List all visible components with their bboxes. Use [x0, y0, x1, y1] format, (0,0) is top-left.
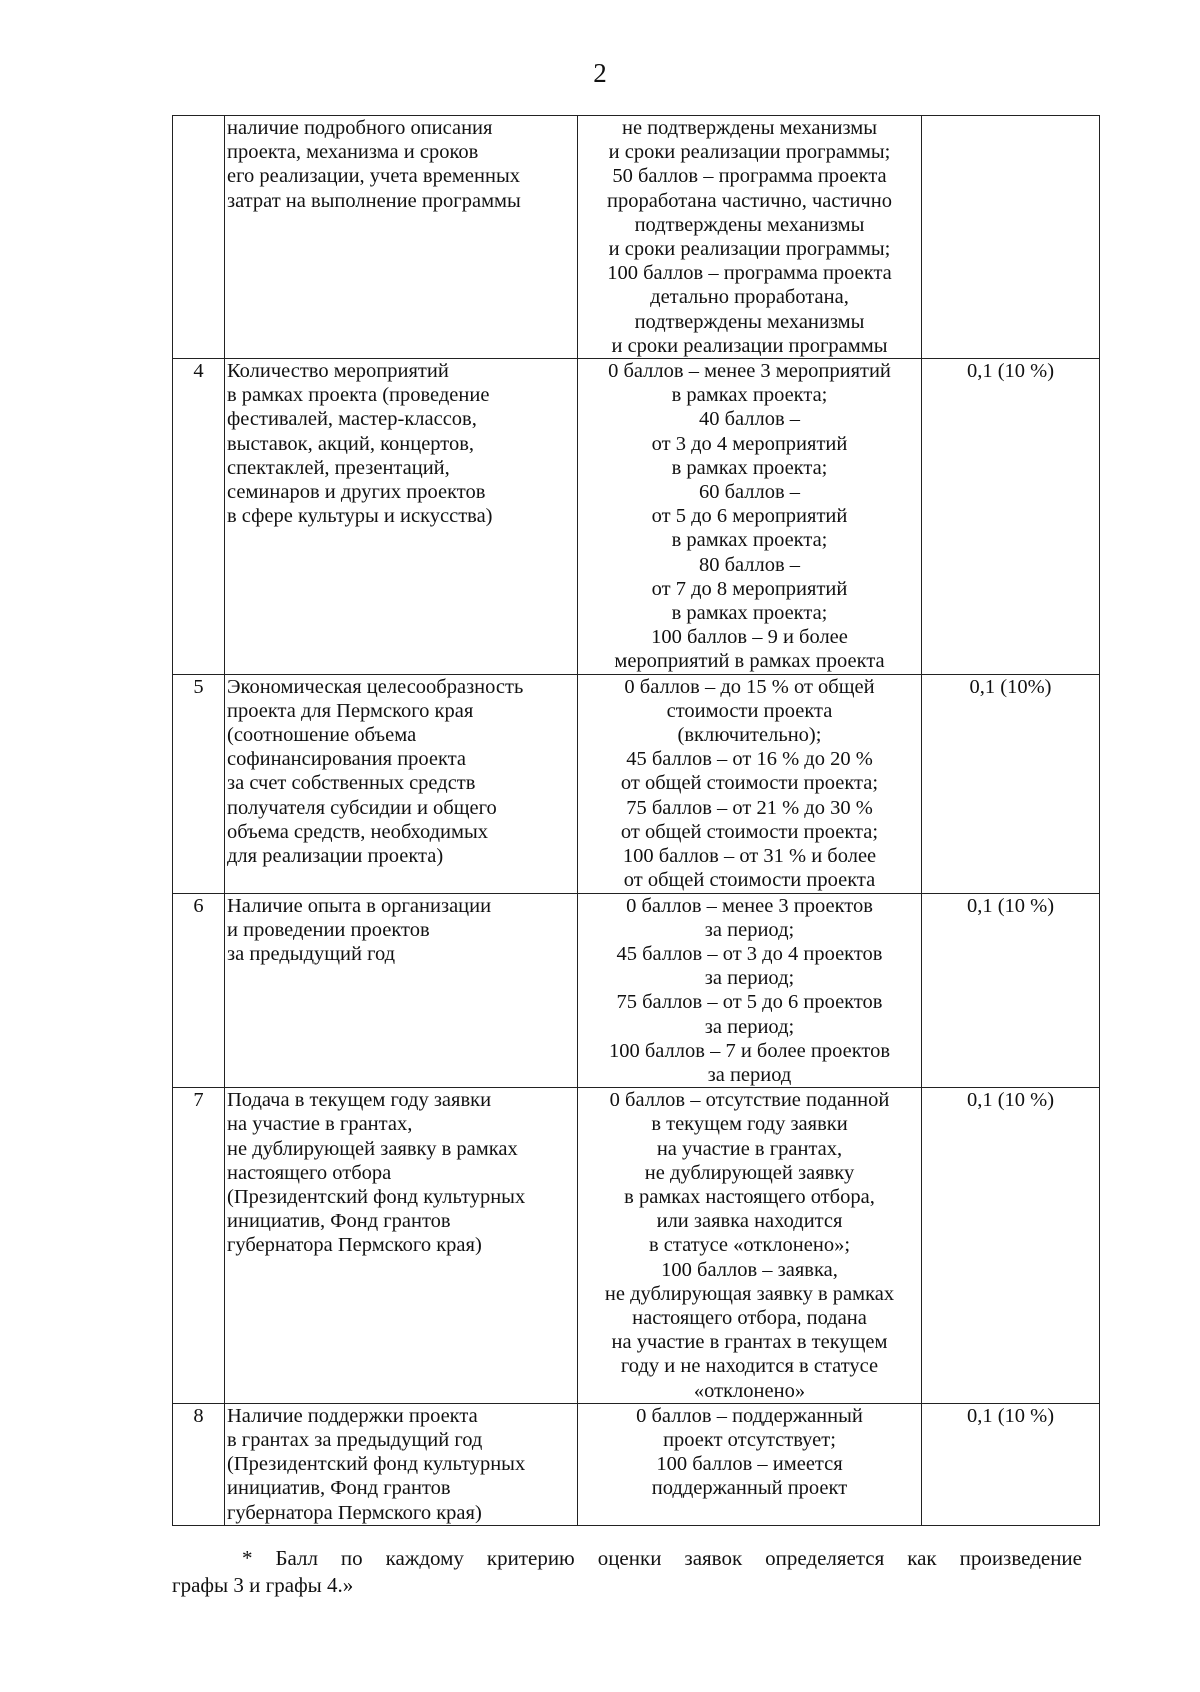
score-scale-line: 100 баллов – 9 и более: [651, 626, 848, 649]
score-scale-line: и сроки реализации программы: [611, 334, 888, 357]
score-scale-line: за период;: [704, 918, 795, 941]
criterion-name: [225, 1088, 578, 1404]
score-scale-line: «отклонено»: [693, 1379, 806, 1402]
criterion-name-line: затрат на выполнение программы: [227, 189, 521, 212]
score-scale-line: на участие в грантах в текущем: [611, 1331, 888, 1354]
criterion-score-scale: [578, 359, 922, 675]
score-scale-line: 75 баллов – от 5 до 6 проектов: [616, 991, 883, 1014]
criterion-name: [225, 1403, 578, 1525]
criterion-weight: 0,1 (10 %): [922, 359, 1100, 675]
criterion-score-scale: [578, 674, 922, 893]
criterion-name-line: Подача в текущем году заявки: [227, 1089, 492, 1112]
footnote-line-2: графы 3 и графы 4.»: [172, 1573, 354, 1597]
score-scale-line: 100 баллов – заявка,: [661, 1258, 838, 1281]
score-scale-line: от общей стоимости проекта;: [620, 820, 879, 843]
criterion-name-line: и проведении проектов: [227, 918, 430, 941]
score-scale-line: 100 баллов – имеется: [656, 1453, 843, 1476]
score-scale-line: подтверждены механизмы: [634, 213, 865, 236]
score-scale-line: 45 баллов – от 16 % до 20 %: [626, 748, 873, 771]
criterion-name-line: настоящего отбора: [227, 1161, 392, 1184]
score-scale-line: в рамках проекта;: [671, 456, 828, 479]
score-scale-line: 60 баллов –: [698, 481, 801, 504]
criterion-name-line: в рамках проекта (проведение: [227, 384, 490, 407]
footnote: [172, 1545, 1082, 1599]
criterion-name-line: Количество мероприятий: [227, 360, 449, 383]
criterion-name-line: Наличие опыта в организации: [227, 894, 492, 917]
score-scale-line: в рамках проекта;: [671, 602, 828, 625]
criteria-table: [172, 115, 1100, 1526]
score-scale-line: от 3 до 4 мероприятий: [651, 432, 848, 455]
score-scale-line: 0 баллов – до 15 % от общей: [624, 675, 875, 698]
table-row: [173, 893, 1100, 1088]
criterion-score-scale: [578, 1088, 922, 1404]
criterion-name: [225, 359, 578, 675]
criterion-name-line: спектаклей, презентаций,: [227, 456, 450, 479]
table-row: [173, 1088, 1100, 1404]
criterion-number: 4: [173, 359, 225, 675]
score-scale-line: подтверждены механизмы: [634, 310, 865, 333]
score-scale-line: 0 баллов – отсутствие поданной: [609, 1089, 890, 1112]
score-scale-line: и сроки реализации программы;: [608, 238, 891, 261]
criterion-name-line: губернатора Пермского края): [227, 1234, 482, 1257]
criterion-name-line: (соотношение объема: [227, 724, 417, 747]
table-row: [173, 1403, 1100, 1525]
score-scale-line: не дублирующая заявку в рамках: [604, 1282, 895, 1305]
score-scale-line: (включительно);: [677, 724, 822, 747]
table-row: [173, 674, 1100, 893]
score-scale-line: в рамках настоящего отбора,: [624, 1185, 875, 1208]
score-scale-line: 100 баллов – 7 и более проектов: [608, 1039, 891, 1062]
criterion-name-line: Наличие поддержки проекта: [227, 1404, 478, 1427]
criterion-score-scale: [578, 893, 922, 1088]
score-scale-line: в рамках проекта;: [671, 529, 828, 552]
criterion-number: 7: [173, 1088, 225, 1404]
criterion-name: [225, 116, 578, 359]
criterion-name-line: на участие в грантах,: [227, 1113, 413, 1136]
score-scale-line: за период;: [704, 967, 795, 990]
criterion-name-line: за счет собственных средств: [227, 772, 476, 795]
criterion-number: 6: [173, 893, 225, 1088]
criterion-number: 8: [173, 1403, 225, 1525]
criterion-weight: 0,1 (10 %): [922, 893, 1100, 1088]
criterion-name-line: инициатив, Фонд грантов: [227, 1477, 451, 1500]
score-scale-line: не дублирующей заявку: [644, 1161, 855, 1184]
score-scale-line: на участие в грантах,: [656, 1137, 843, 1160]
score-scale-line: 80 баллов –: [698, 553, 801, 576]
table-row: [173, 359, 1100, 675]
criterion-name-line: (Президентский фонд культурных: [227, 1185, 526, 1208]
criterion-name-line: не дублирующей заявку в рамках: [227, 1137, 518, 1160]
criterion-name-line: проекта для Пермского края: [227, 699, 474, 722]
criterion-score-scale: [578, 116, 922, 359]
footnote-line-1: * Балл по каждому критерию оценки заявок определяется как произведение: [242, 1546, 1082, 1570]
score-scale-line: мероприятий в рамках проекта: [614, 650, 885, 673]
score-scale-line: или заявка находится: [656, 1210, 843, 1233]
criterion-number: 5: [173, 674, 225, 893]
score-scale-line: 0 баллов – поддержанный: [636, 1404, 863, 1427]
score-scale-line: в текущем году заявки: [651, 1113, 848, 1136]
score-scale-line: 100 баллов – от 31 % и более: [622, 845, 877, 868]
score-scale-line: за период: [707, 1063, 792, 1086]
criterion-name-line: семинаров и других проектов: [227, 481, 486, 504]
score-scale-line: от общей стоимости проекта: [623, 869, 876, 892]
score-scale-line: от общей стоимости проекта;: [620, 772, 879, 795]
criterion-name-line: Экономическая целесообразность: [227, 675, 524, 698]
score-scale-line: от 5 до 6 мероприятий: [651, 505, 848, 528]
criterion-name-line: за предыдущий год: [227, 942, 396, 965]
criterion-name-line: выставок, акций, концертов,: [227, 432, 475, 455]
criterion-name-line: (Президентский фонд культурных: [227, 1453, 526, 1476]
criterion-number: [173, 116, 225, 359]
score-scale-line: и сроки реализации программы;: [608, 141, 891, 164]
score-scale-line: поддержанный проект: [651, 1477, 848, 1500]
criterion-name-line: его реализации, учета временных: [227, 165, 520, 188]
score-scale-line: детально проработана,: [650, 286, 849, 309]
table-row: [173, 116, 1100, 359]
score-scale-line: настоящего отбора, подана: [632, 1306, 867, 1329]
criterion-name: [225, 893, 578, 1088]
score-scale-line: 0 баллов – менее 3 мероприятий: [608, 360, 891, 383]
criterion-name-line: для реализации проекта): [227, 845, 444, 868]
criterion-name-line: проекта, механизма и сроков: [227, 141, 479, 164]
score-scale-line: 0 баллов – менее 3 проектов: [626, 894, 873, 917]
score-scale-line: 40 баллов –: [698, 408, 801, 431]
criterion-weight: 0,1 (10 %): [922, 1088, 1100, 1404]
score-scale-line: в рамках проекта;: [671, 384, 828, 407]
score-scale-line: проработана частично, частично: [607, 189, 892, 212]
criterion-weight: 0,1 (10%): [922, 674, 1100, 893]
criterion-name: [225, 674, 578, 893]
score-scale-line: в статусе «отклонено»;: [648, 1234, 851, 1257]
criterion-name-line: фестивалей, мастер-классов,: [227, 408, 477, 431]
criterion-name-line: софинансирования проекта: [227, 748, 467, 771]
score-scale-line: 75 баллов – от 21 % до 30 %: [626, 796, 873, 819]
page-number: 2: [593, 58, 607, 88]
score-scale-line: от 7 до 8 мероприятий: [651, 577, 848, 600]
score-scale-line: 45 баллов – от 3 до 4 проектов: [616, 942, 883, 965]
score-scale-line: не подтверждены механизмы: [621, 117, 878, 139]
criterion-name-line: наличие подробного описания: [227, 117, 493, 139]
criterion-name-line: инициатив, Фонд грантов: [227, 1210, 451, 1233]
score-scale-line: 100 баллов – программа проекта: [607, 262, 892, 285]
criterion-name-line: губернатора Пермского края): [227, 1501, 482, 1524]
criterion-score-scale: [578, 1403, 922, 1525]
criterion-weight: [922, 116, 1100, 359]
score-scale-line: году и не находится в статусе: [620, 1355, 879, 1378]
criterion-name-line: объема средств, необходимых: [227, 820, 489, 843]
score-scale-line: 50 баллов – программа проекта: [612, 165, 887, 188]
criterion-name-line: в грантах за предыдущий год: [227, 1428, 483, 1451]
criterion-name-line: получателя субсидии и общего: [227, 796, 497, 819]
score-scale-line: проект отсутствует;: [663, 1428, 836, 1451]
criteria-table-body: [173, 116, 1100, 1526]
score-scale-line: за период;: [704, 1015, 795, 1038]
score-scale-line: стоимости проекта: [666, 699, 833, 722]
criterion-name-line: в сфере культуры и искусства): [227, 505, 493, 528]
criterion-weight: 0,1 (10 %): [922, 1403, 1100, 1525]
